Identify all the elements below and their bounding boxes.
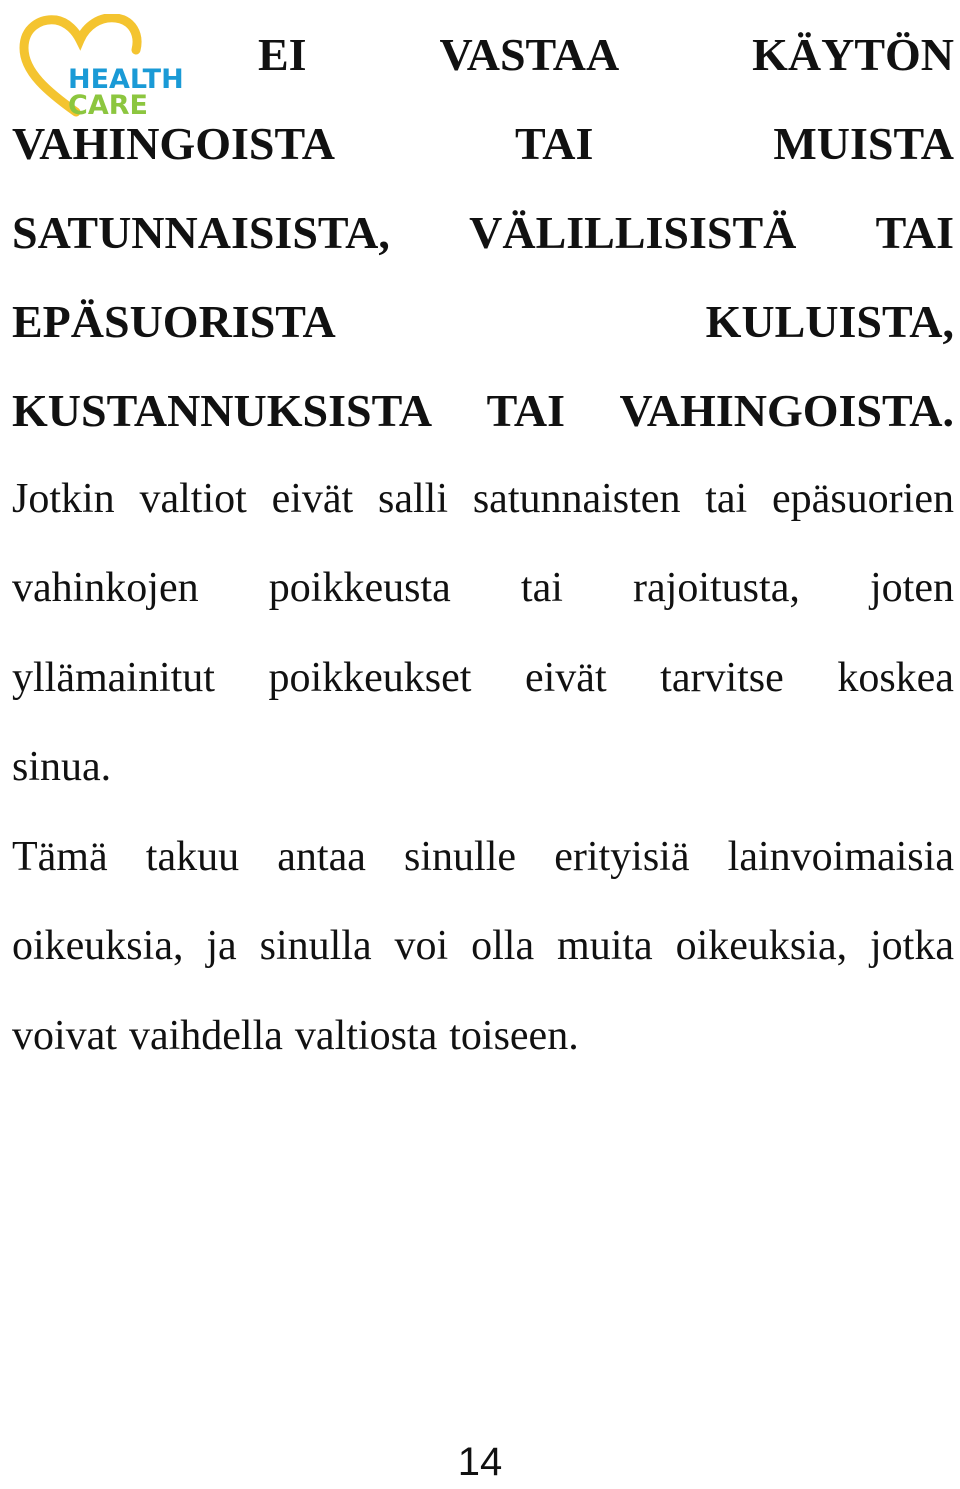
word: VAHINGOISTA (12, 118, 335, 169)
word: sinulla (259, 923, 372, 969)
word: Tämä (12, 834, 108, 880)
word: erityisiä (554, 834, 690, 880)
logo-health-text: HEALTH (68, 64, 184, 95)
word: eivät (525, 655, 607, 701)
word: EI (258, 29, 307, 80)
word: oikeuksia, (675, 923, 848, 969)
word: antaa (277, 834, 366, 880)
word: valtiot (139, 476, 247, 522)
word: MUISTA (773, 118, 954, 169)
word: VÄLILLISISTÄ (469, 207, 797, 258)
word: joten (870, 565, 954, 611)
paragraph-line (12, 564, 954, 624)
disclaimer-line (12, 384, 954, 444)
word: tai (705, 476, 748, 522)
word: voi (394, 923, 449, 969)
word: poikkeusta (268, 565, 451, 611)
paragraph-line (12, 475, 954, 535)
word: rajoitusta, (633, 565, 800, 611)
word: VAHINGOISTA. (619, 385, 954, 436)
disclaimer-line (12, 117, 954, 177)
health-care-logo (18, 14, 190, 118)
word: TAI (514, 118, 594, 169)
word: oikeuksia, (12, 923, 184, 969)
word: sinulle (404, 834, 517, 880)
word: TAI (486, 385, 565, 436)
word: koskea (837, 655, 954, 701)
word: voivat (12, 1013, 117, 1059)
word: muita (557, 923, 653, 969)
logo-care-text: CARE (68, 90, 148, 118)
word: ja (206, 923, 237, 969)
word: satunnaisten (472, 476, 681, 522)
paragraph-line (12, 743, 954, 803)
disclaimer-line (258, 28, 954, 88)
word: yllämainitut (12, 655, 215, 701)
word: toiseen. (449, 1013, 579, 1059)
word: KUSTANNUKSISTA (12, 385, 433, 436)
word: poikkeukset (268, 655, 472, 701)
word: KULUISTA, (705, 296, 954, 347)
word: epäsuorien (772, 476, 954, 522)
paragraph-line (12, 1012, 954, 1072)
word: tarvitse (660, 655, 784, 701)
word: EPÄSUORISTA (12, 296, 336, 347)
paragraph-line (12, 654, 954, 714)
disclaimer-line (12, 206, 954, 266)
word: tai (520, 565, 563, 611)
word: olla (471, 923, 535, 969)
word: vahinkojen (12, 565, 199, 611)
paragraph-line (12, 922, 954, 982)
word: VASTAA (439, 29, 620, 80)
word: KÄYTÖN (752, 29, 954, 80)
disclaimer-line (12, 295, 954, 355)
word: jotka (870, 923, 954, 969)
word: valtiosta (294, 1013, 438, 1059)
word: Jotkin (12, 476, 115, 522)
word: salli (378, 476, 449, 522)
word: vaihdella (128, 1013, 283, 1059)
paragraph-line (12, 833, 954, 893)
word: eivät (271, 476, 354, 522)
word: lainvoimaisia (727, 834, 954, 880)
word: SATUNNAISISTA, (12, 207, 390, 258)
word: takuu (145, 834, 240, 880)
word: sinua. (12, 744, 112, 790)
page-number: 14 (457, 1440, 503, 1484)
word: TAI (875, 207, 954, 258)
